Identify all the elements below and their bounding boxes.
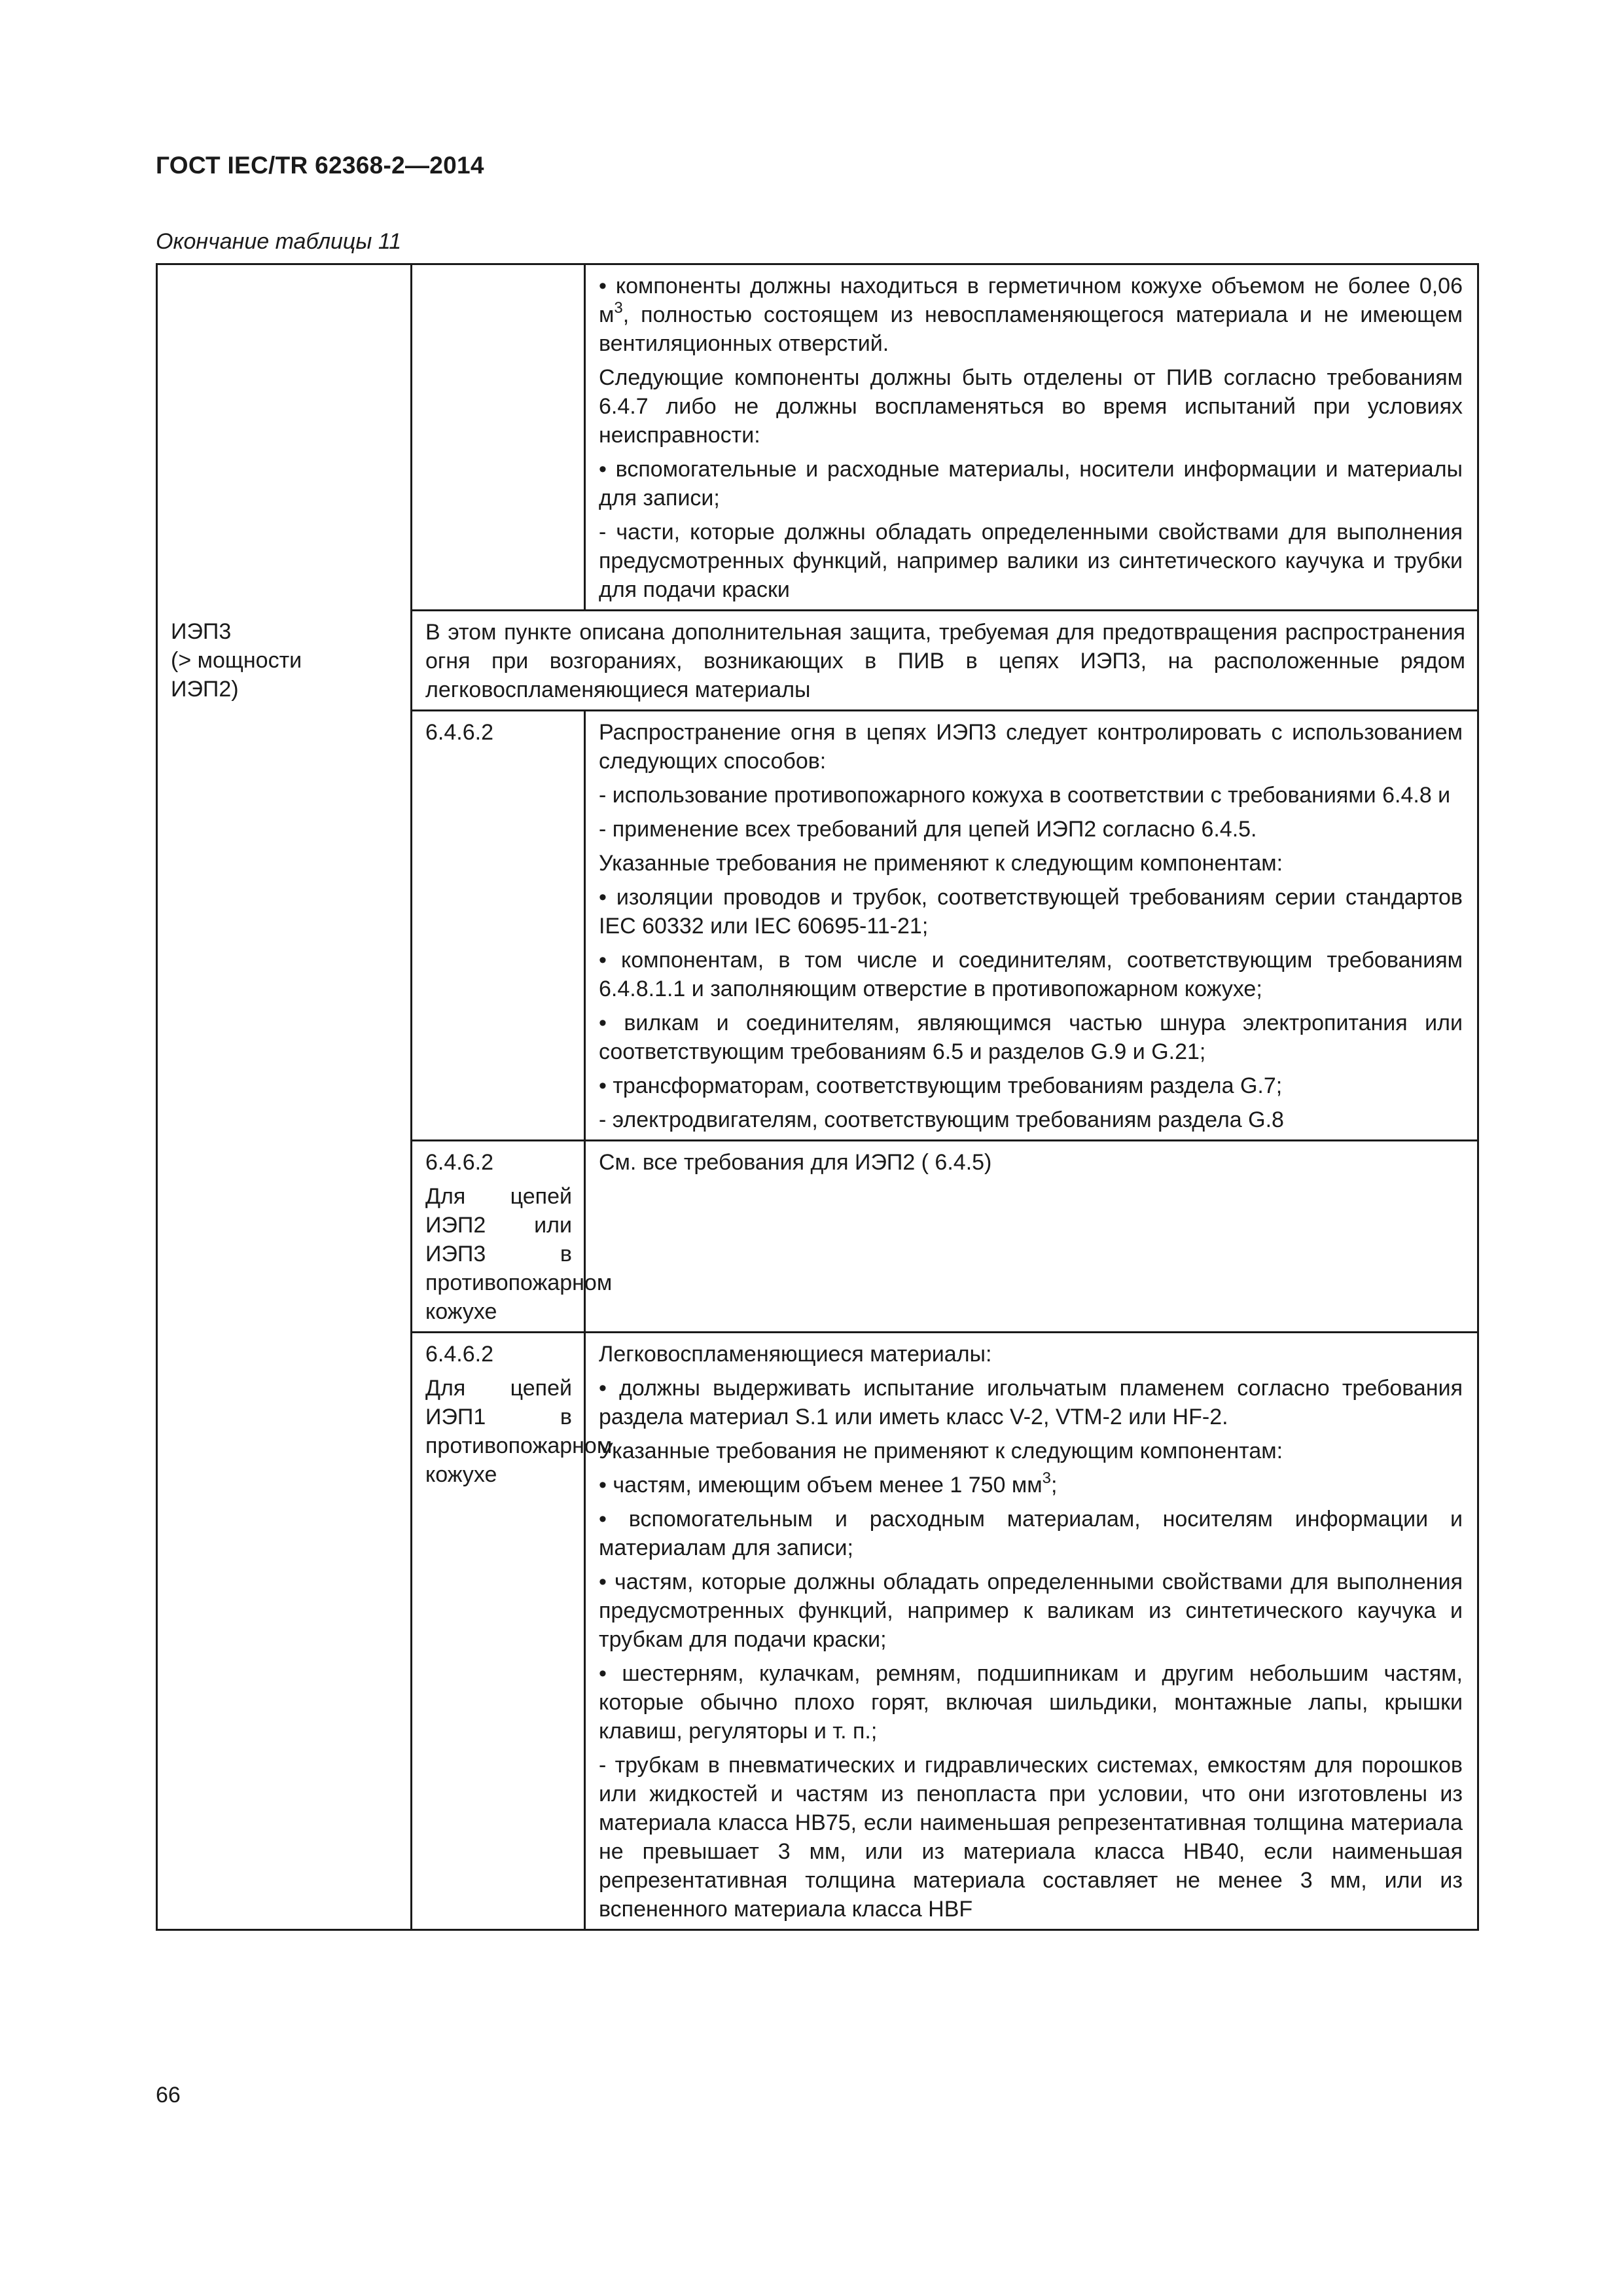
requirement-paragraph: • частям, имеющим объем менее 1 750 $мм^3$; xyxy=(599,1469,1058,1498)
requirement-paragraph: • вспомогательным и расходным материалам, носителям информации и материалам для записи; xyxy=(599,1507,1463,1560)
requirement-cell xyxy=(585,1141,1478,1333)
table-row xyxy=(157,611,1478,711)
requirement-paragraph: - трубкам в пневматических и гидравлических системах, емкостям для порошков или жидкостей и частям из пенопласта при условии, что они изготовлены из материала класса HB75, если наименьшая репрезентативная толщина материала не превышает 3 мм, или из материала класса HB40, если наименьшая репрезентативная толщина материала составляет не менее 3 мм, или из вспененного материала класса HBF xyxy=(599,1753,1463,1922)
clause-cell-empty xyxy=(412,264,585,611)
requirement-paragraph: • трансформаторам, соответствующим требованиям раздела G.7; xyxy=(599,1073,1283,1098)
clause-number: 6.4.6.2 xyxy=(425,720,493,745)
clause-scope: Для цепей ИЭП2 или ИЭП3 в противопожарном кожухе xyxy=(425,1184,613,1324)
requirement-paragraph: • частям, которые должны обладать определенными свойствами для выполнения предусмотренных функций, например к валикам из синтетического каучука и трубкам для подачи краски; xyxy=(599,1570,1463,1652)
requirement-cell xyxy=(585,264,1478,611)
clause-number: 6.4.6.2 xyxy=(425,1150,493,1175)
requirement-cell xyxy=(585,1333,1478,1930)
requirements-table xyxy=(156,263,1479,1931)
table-row xyxy=(157,264,1478,611)
class-cell-empty xyxy=(157,264,412,611)
section-intro-cell xyxy=(412,611,1478,711)
requirement-paragraph: Указанные требования не применяют к следующим компонентам: xyxy=(599,851,1283,876)
requirement-paragraph: Легковоспламеняющиеся материалы: xyxy=(599,1342,992,1367)
clause-number: 6.4.6.2 xyxy=(425,1342,493,1367)
class-label: ИЭП2) xyxy=(171,676,239,702)
requirement-paragraph: Распространение огня в цепях ИЭП3 следует контролировать с использованием следующих способов: xyxy=(599,720,1463,774)
requirement-paragraph: • должны выдерживать испытание игольчатым пламенем согласно требования раздела материал S.1 или иметь класс V-2, VTM-2 или HF-2. xyxy=(599,1376,1463,1429)
requirement-paragraph: См. все требования для ИЭП2 ( 6.4.5) xyxy=(599,1150,992,1175)
clause-cell xyxy=(412,711,585,1141)
class-label: (> мощности xyxy=(171,647,302,673)
requirement-paragraph: - части, которые должны обладать определенными свойствами для выполнения предусмотренных функций, например валики из синтетического каучука и трубки для подачи краски xyxy=(599,520,1463,602)
clause-cell xyxy=(412,1141,613,1333)
requirement-paragraph: - применение всех требований для цепей ИЭП2 согласно 6.4.5. xyxy=(599,817,1257,842)
requirement-cell xyxy=(585,711,1478,1141)
requirement-paragraph: • вспомогательные и расходные материалы, носители информации и материалы для записи; xyxy=(599,457,1463,511)
requirement-paragraph: • компонентам, в том числе и соединителям, соответствующим требованиям 6.4.8.1.1 и заполняющим отверстие в противопожарном кожухе; xyxy=(599,948,1463,1001)
clause-scope: Для цепей ИЭП1 в противопожарном кожухе xyxy=(425,1376,613,1487)
requirement-paragraph: - использование противопожарного кожуха в соответствии с требованиями 6.4.8 и xyxy=(599,783,1451,808)
clause-cell xyxy=(412,1333,613,1930)
page-number: 66 xyxy=(156,2083,181,2108)
table-caption: Окончание таблицы 11 xyxy=(156,229,402,254)
requirement-paragraph: - электродвигателям, соответствующим требованиям раздела G.8 xyxy=(599,1107,1284,1132)
requirement-paragraph: • вилкам и соединителям, являющимся частью шнура электропитания или соответствующим требованиям 6.5 и разделов G.9 и G.21; xyxy=(599,1011,1463,1064)
requirement-paragraph: • изоляции проводов и трубок, соответствующей требованиям серии стандартов IEC 60332 или IEC 60695-11-21; xyxy=(599,885,1463,939)
requirement-paragraph: • шестерням, кулачкам, ремням, подшипникам и другим небольшим частям, которые обычно плохо горят, включая шильдики, монтажные лапы, крышки клавиш, регуляторы и т. п.; xyxy=(599,1661,1463,1744)
class-cell xyxy=(157,611,412,1930)
requirement-paragraph: • компоненты должны находиться в герметичном кожухе объемом не более 0,06 $м^3$, полностью состоящем из невоспламеняющегося материала и не имеющем вентиляционных отверстий. xyxy=(599,274,1463,356)
section-intro: В этом пункте описана дополнительная защита, требуемая для предотвращения распространения огня при возгораниях, возникающих в ПИВ в цепях ИЭП3, на расположенные рядом легковоспламеняющиеся материалы xyxy=(425,620,1465,702)
document-header: ГОСТ IEC/TR 62368-2—2014 xyxy=(156,152,484,179)
requirement-paragraph: Следующие компоненты должны быть отделены от ПИВ согласно требованиям 6.4.7 либо не должны воспламеняться во время испытаний при условиях неисправности: xyxy=(599,365,1463,448)
class-label: ИЭП3 xyxy=(171,619,232,644)
requirement-paragraph: Указанные требования не применяют к следующим компонентам: xyxy=(599,1439,1283,1463)
